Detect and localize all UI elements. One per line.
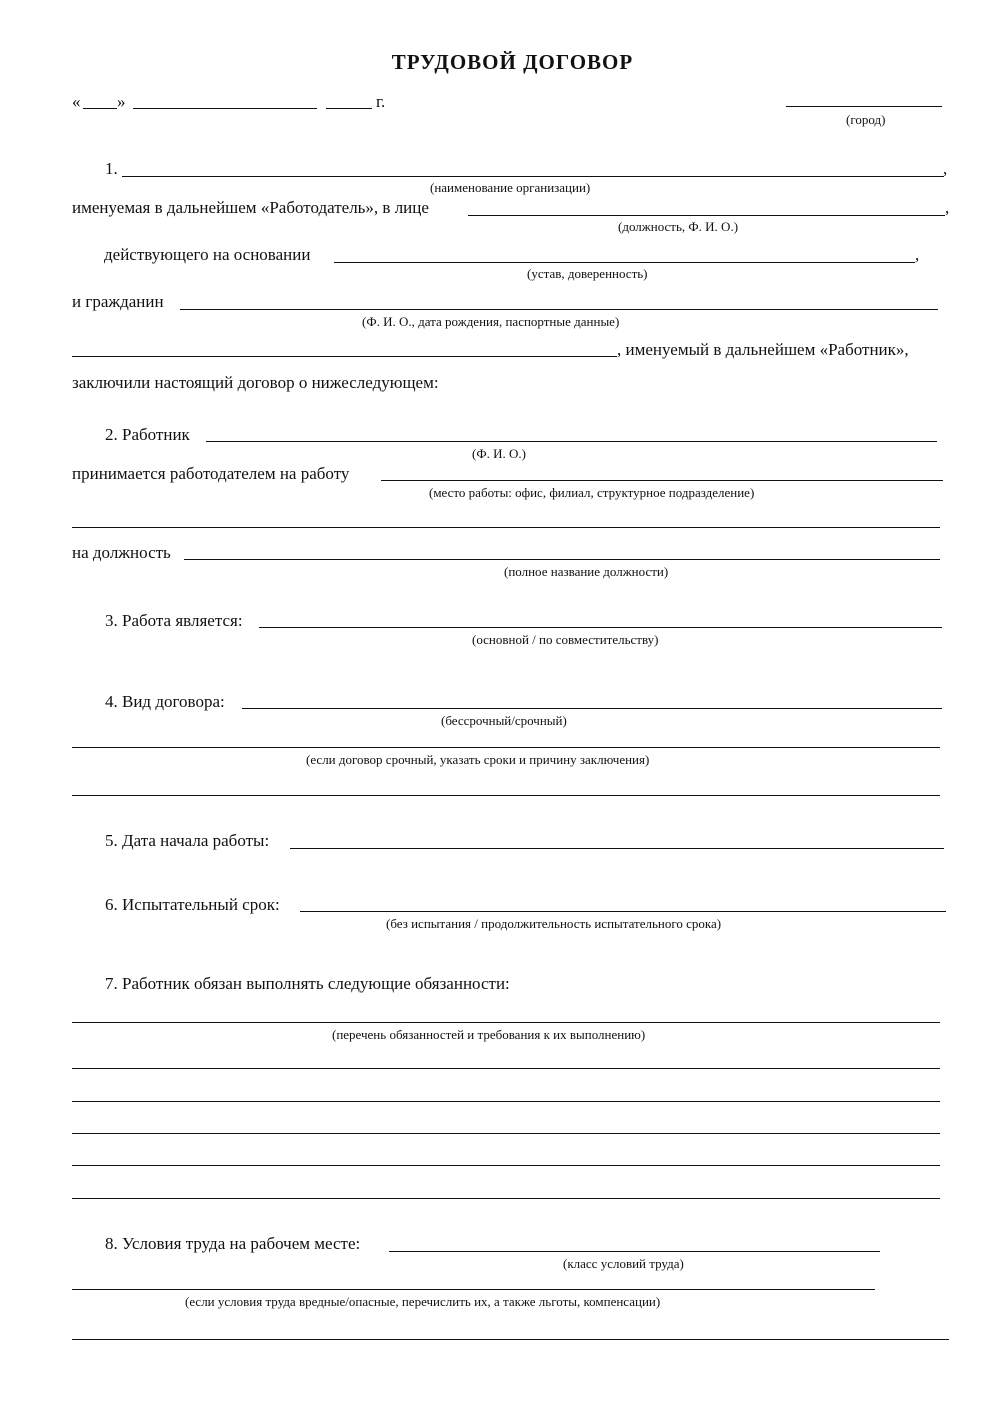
post-field[interactable]: [184, 559, 940, 560]
concluded-text: заключили настоящий договор о нижеследующем:: [72, 373, 439, 392]
section-5-label: 5. Дата начала работы:: [105, 831, 270, 850]
duties-line-1[interactable]: [72, 1022, 940, 1023]
contract-type-field[interactable]: [242, 708, 942, 709]
city-field[interactable]: [786, 106, 942, 107]
organization-name-field[interactable]: [122, 176, 944, 177]
section-1-number: 1.: [105, 159, 118, 178]
organization-name-hint: (наименование организации): [430, 180, 591, 195]
date-open-quote: «: [72, 92, 81, 111]
date-year-field[interactable]: [326, 108, 372, 109]
citizen-field[interactable]: [180, 309, 938, 310]
citizen-text: и гражданин: [72, 292, 164, 311]
comma: ,: [943, 159, 948, 178]
probation-field[interactable]: [300, 911, 946, 912]
basis-hint: (устав, доверенность): [527, 266, 648, 281]
worker-fio-field[interactable]: [206, 441, 937, 442]
section-3-label: 3. Работа является:: [105, 611, 243, 630]
harmful-conditions-extra-field[interactable]: [72, 1339, 949, 1340]
duties-line-5[interactable]: [72, 1165, 940, 1166]
harmful-conditions-hint: (если условия труда вредные/опасные, перечислить их, а также льготы, компенсации): [185, 1294, 661, 1309]
basis-text: действующего на основании: [104, 245, 311, 264]
comma: ,: [945, 198, 950, 217]
conditions-class-hint: (класс условий труда): [563, 1256, 684, 1271]
basis-field[interactable]: [334, 262, 915, 263]
start-date-field[interactable]: [290, 848, 944, 849]
probation-hint: (без испытания / продолжительность испытательного срока): [386, 916, 722, 931]
harmful-conditions-field[interactable]: [72, 1289, 875, 1290]
representative-field[interactable]: [468, 215, 945, 216]
citizen-hint: (Ф. И. О., дата рождения, паспортные данные): [362, 314, 620, 329]
contract-term-extra-field[interactable]: [72, 795, 940, 796]
employer-text: именуемая в дальнейшем «Работодатель», в лице: [72, 198, 429, 217]
city-hint: (город): [846, 112, 886, 127]
duties-hint: (перечень обязанностей и требования к их выполнению): [332, 1027, 646, 1042]
section-7-label: 7. Работник обязан выполнять следующие обязанности:: [105, 974, 510, 993]
workplace-field[interactable]: [381, 480, 943, 481]
worker-fio-hint: (Ф. И. О.): [472, 446, 526, 461]
conditions-class-field[interactable]: [389, 1251, 880, 1252]
document-title: ТРУДОВОЙ ДОГОВОР: [391, 50, 634, 74]
work-type-hint: (основной / по совместительству): [472, 632, 659, 647]
date-month-field[interactable]: [133, 108, 317, 109]
contract-term-hint: (если договор срочный, указать сроки и причину заключения): [306, 752, 650, 767]
duties-line-2[interactable]: [72, 1068, 940, 1069]
comma: ,: [915, 245, 920, 264]
duties-line-3[interactable]: [72, 1101, 940, 1102]
hired-text: принимается работодателем на работу: [72, 464, 350, 483]
workplace-extra-field[interactable]: [72, 527, 940, 528]
worker-text: , именуемый в дальнейшем «Работник»,: [617, 340, 909, 359]
citizen-data-field[interactable]: [72, 356, 617, 357]
duties-line-4[interactable]: [72, 1133, 940, 1134]
post-hint: (полное название должности): [504, 564, 669, 579]
section-6-label: 6. Испытательный срок:: [105, 895, 280, 914]
post-text: на должность: [72, 543, 171, 562]
date-day-field[interactable]: [83, 108, 117, 109]
section-4-label: 4. Вид договора:: [105, 692, 225, 711]
position-fio-hint: (должность, Ф. И. О.): [618, 219, 739, 234]
date-close-quote: »: [117, 92, 126, 111]
duties-line-6[interactable]: [72, 1198, 940, 1199]
workplace-hint: (место работы: офис, филиал, структурное подразделение): [429, 485, 755, 500]
year-suffix: г.: [376, 92, 386, 111]
section-8-label: 8. Условия труда на рабочем месте:: [105, 1234, 361, 1253]
contract-term-field[interactable]: [72, 747, 940, 748]
contract-type-hint: (бессрочный/срочный): [441, 713, 567, 728]
work-type-field[interactable]: [259, 627, 942, 628]
section-2-label: 2. Работник: [105, 425, 190, 444]
